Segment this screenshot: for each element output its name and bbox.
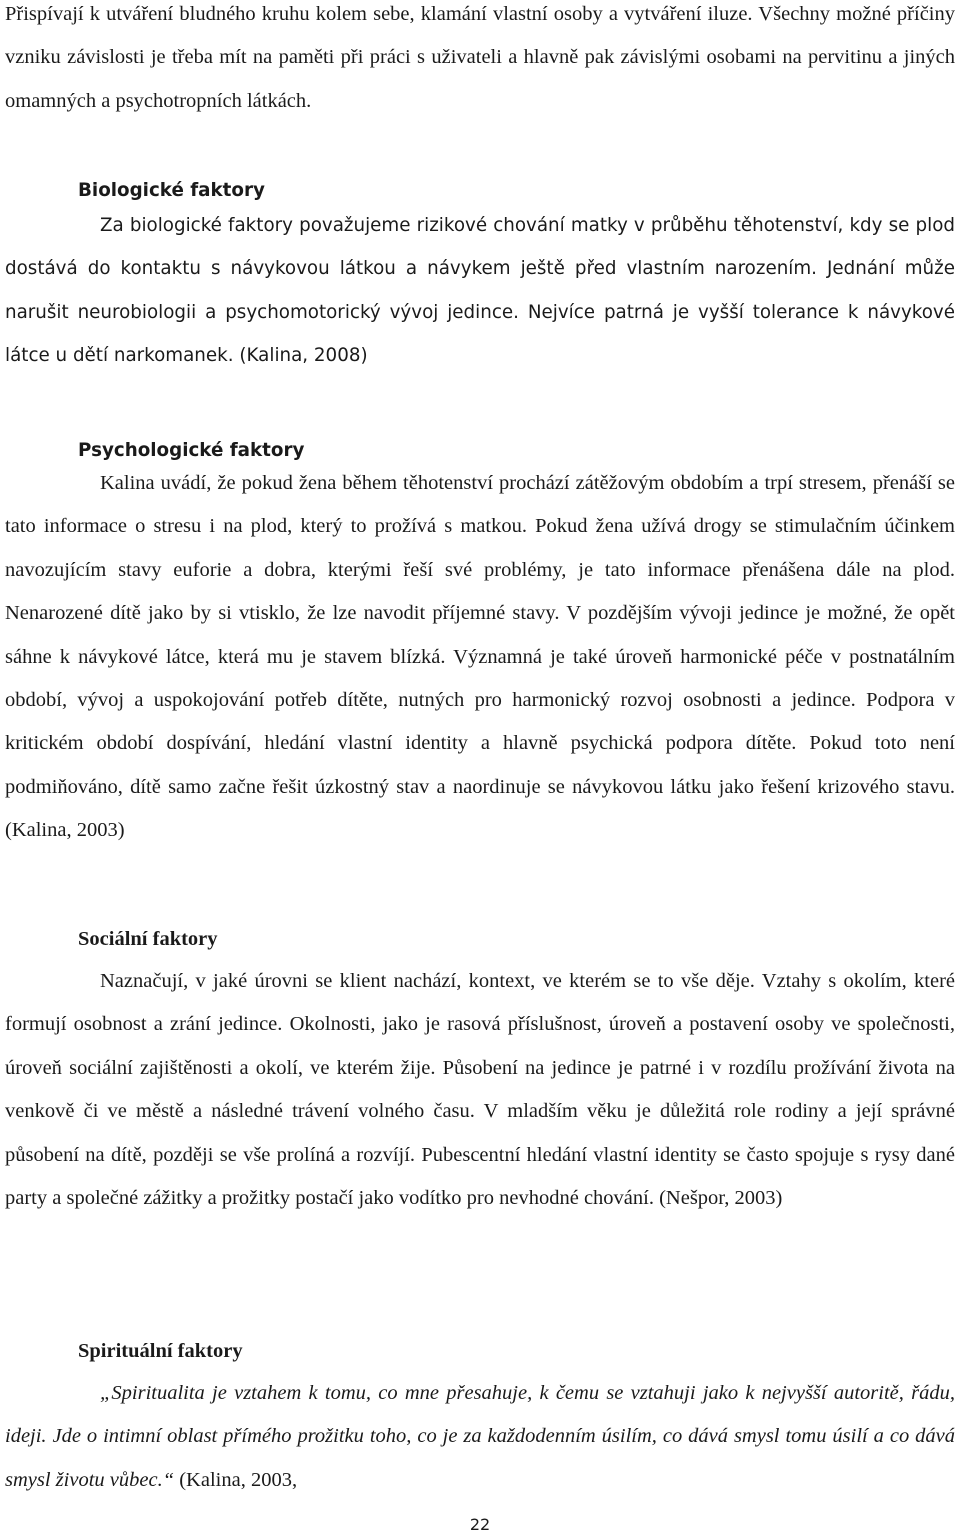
social-factors-paragraph: Naznačují, v jaké úrovni se klient nachází, kontext, ve kterém se to vše děje. Vztahy s okolím, které formují osobnost a zrání jedince. Okolnosti, jako je rasová příslušnost, úroveň a postavení osoby ve společnosti, úroveň sociální zajištěnosti a okolí, ve kterém žije. Působení na jedince je patrné i v rozdílu prožívání života na venkově či ve městě a následné trávení volného času. V mladším věku je důležitá role rodiny a její správné působení na dítě, později se vše prolíná a rozvíjí. Pubescentní hledání vlastní identity se často spojuje s rysy dané party a společné zážitky a prožitky postačí jako vodítko pro nevhodné chování. (Nešpor, 2003) xyxy=(5,970,955,1210)
biological-factors-text: Za biologické faktory považujeme rizikové chování matky v průběhu těhotenství, kdy se plod dostává do kontaktu s návykovou látkou a návykem ještě před vlastním narozením. Jednání může narušit neurobiologii a psychomotorický vývoj jedince. Nejvíce patrná je vyšší tolerance k návykové látce u dětí narkomanek. xyxy=(5,215,955,367)
heading-social-factors: Sociální faktory xyxy=(78,928,218,950)
intro-paragraph: Přispívají k utváření bludného kruhu kolem sebe, klamání vlastní osoby a vytváření iluze. Všechny možné příčiny vzniku závislosti je třeba mít na paměti při práci s uživateli a hlavně pak závislými osobami na pervitinu a jiných omamných a psychotropních látkách. xyxy=(5,3,955,112)
spiritual-quote: „Spiritualita je vztahem k tomu, co mne přesahuje, k čemu se vztahuji jako k nejvyšší autoritě, řádu, ideji. Jde o intimní oblast přímého prožitku toho, co je za každodenním úsilím, co dává smysl tomu úsilí a co dává smysl životu vůbec.“ xyxy=(5,1382,955,1491)
biological-factors-paragraph xyxy=(5,204,955,378)
biological-factors-citation: (Kalina, 2008) xyxy=(239,345,368,367)
heading-psychological-factors: Psychologické faktory xyxy=(78,440,305,461)
spiritual-citation: (Kalina, 2003, xyxy=(179,1468,298,1491)
psychological-factors-paragraph: Kalina uvádí, že pokud žena během těhotenství prochází zátěžovým obdobím a trpí stresem, přenáší se tato informace o stresu i na plod, který to prožívá s matkou. Pokud žena užívá drogy se stimulačním účinkem navozujícím stavy euforie a dobra, kterými řeší své problémy, je tato informace přenášena dále na plod. Nenarozené dítě jako by si vtisklo, že lze navodit příjemné stavy. V pozdějším vývoji jedince je možné, že opět sáhne k návykové látce, která mu je stavem blízká. Významná je také úroveň harmonické péče v postnatálním období, vývoj a uspokojování potřeb dítěte, nutných pro harmonický rozvoj osobnosti a jedince. Podpora v kritickém období dospívání, hledání vlastní identity a hlavně psychická podpora dítěte. Pokud toto není podmiňováno, dítě samo začne řešit úzkostný stav a naordinuje se návykovou látku jako řešení krizového stavu. (Kalina, 2003) xyxy=(5,472,955,842)
spiritual-factors-paragraph xyxy=(5,1372,955,1502)
heading-biological-factors: Biologické faktory xyxy=(78,180,265,201)
page-number: 22 xyxy=(469,1515,491,1534)
heading-spiritual-factors: Spirituální faktory xyxy=(78,1340,243,1362)
